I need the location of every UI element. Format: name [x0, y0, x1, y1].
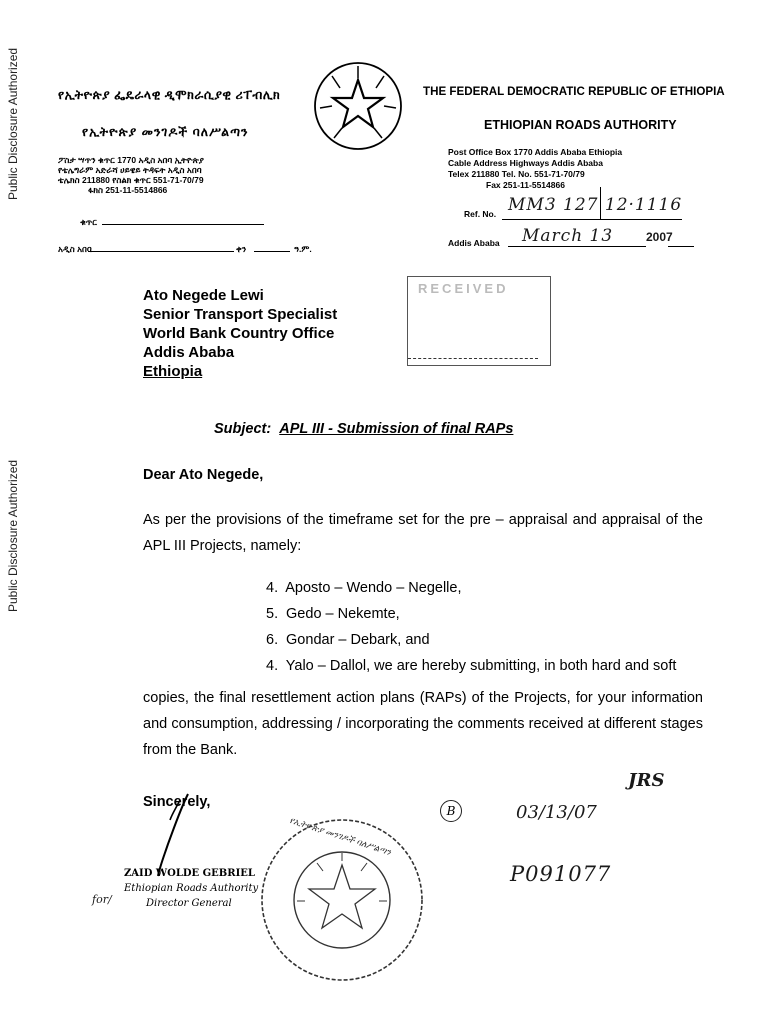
handwritten-date: 03/13/07 [516, 802, 597, 823]
project-item [266, 658, 676, 674]
date-handwritten: March 13 [522, 226, 614, 246]
seal-text: የኢትዮጵያ መንገዶች ባለሥልጣን [288, 814, 393, 858]
closing: Sincerely, [143, 794, 211, 810]
received-stamp-text: RECEIVED [418, 281, 509, 296]
amharic-ref-line [102, 224, 264, 225]
recipient-block [143, 286, 337, 381]
ref-divider [600, 187, 601, 219]
continuation-paragraph: copies, the final resettlement action plans (RAPs) of the Projects, for your information and consumption, addressing / incorporating the comments received at different stages from the Bank. [143, 690, 703, 758]
english-authority-name: ETHIOPIAN ROADS AUTHORITY [484, 118, 677, 132]
subject-text: APL III - Submission of final RAPs [279, 421, 514, 437]
handwritten-initials: JRS [628, 770, 665, 791]
ref-label: Ref. No. [464, 209, 497, 219]
address-line: Telex 211880 Tel. No. 551-71-70/79 [448, 169, 585, 179]
amharic-country-name: የኢትዮጵያ ፌዴራላዊ ዲሞክራሲያዊ ሪፐብሊክ [58, 88, 281, 102]
year: 2007 [646, 230, 673, 244]
project-text: Aposto – Wendo – Negelle, [285, 580, 462, 596]
project-item [266, 580, 462, 596]
recipient-title: Senior Transport Specialist [143, 306, 338, 323]
address-line: Post Office Box 1770 Addis Ababa Ethiopia [448, 147, 623, 157]
subject-line [214, 421, 513, 437]
project-number: 6. [266, 632, 279, 648]
amharic-address-line: የቴሌግራም አድራሻ ሀይዌይ ትዳፍት አዲስ አበባ [58, 165, 202, 175]
side-label-top: Public Disclosure Authorized [6, 47, 20, 200]
project-number: 5. [266, 606, 279, 622]
address-line: Fax 251-11-5514866 [486, 180, 565, 190]
date-line [508, 246, 646, 247]
address-line: Cable Address Highways Addis Ababa [448, 158, 603, 168]
project-number: 4. [266, 658, 279, 674]
english-address-block [448, 147, 622, 191]
recipient-country: Ethiopia [143, 363, 203, 380]
recipient-city: Addis Ababa [143, 344, 235, 361]
project-text: Gondar – Debark, and [286, 632, 430, 648]
official-seal [257, 815, 427, 985]
project-text: Gedo – Nekemte, [286, 606, 400, 622]
subject-label: Subject: [214, 421, 272, 437]
project-number: 4. [266, 580, 279, 596]
intro-paragraph: As per the provisions of the timeframe set for the pre – appraisal and appraisal of the APL III Projects, namely: [143, 512, 703, 554]
amharic-address-line: ፋክስ 251-11-5514866 [88, 185, 168, 195]
year-line [668, 246, 694, 247]
amharic-city-label: አዲስ አበባ [58, 244, 92, 254]
amharic-era: ዓ.ም. [294, 244, 312, 254]
handwritten-code: P091077 [510, 862, 612, 886]
city-label: Addis Ababa [448, 238, 500, 248]
amharic-date-label: ቀን [236, 244, 247, 254]
amharic-authority-name: የኢትዮጵያ መንገዶች ባለሥልጣን [82, 125, 249, 139]
signatory-name: ZAID WOLDE GEBRIEL [124, 868, 255, 879]
project-item [266, 606, 400, 622]
amharic-address-line: ፖስታ ሣጥን ቁጥር 1770 አዲስ አበባ ኢትዮጵያ [58, 155, 204, 165]
project-item [266, 632, 430, 648]
recipient-office: World Bank Country Office [143, 325, 335, 342]
amharic-address-block [58, 155, 204, 195]
ethiopian-emblem-icon [312, 60, 404, 152]
signatory-block [124, 866, 258, 911]
ref-line [502, 219, 682, 220]
handwritten-circle: B [440, 800, 462, 822]
amharic-address-line: ቴሌክስ 211880 የስልክ ቁጥር 551-71-70/79 [58, 175, 204, 185]
side-label-bottom: Public Disclosure Authorized [6, 459, 20, 612]
amharic-ref-label: ቁጥር [80, 217, 97, 227]
salutation: Dear Ato Negede, [143, 467, 264, 483]
for-initial: for/ [92, 893, 112, 906]
amharic-date-line [254, 251, 290, 252]
received-stamp-box [407, 276, 551, 366]
project-text: Yalo – Dallol, we are hereby submitting, in both hard and soft [285, 658, 677, 674]
stamp-dashed-line [408, 358, 538, 359]
signatory-title: Director General [146, 898, 232, 909]
signatory-org: Ethiopian Roads Authority [124, 883, 259, 894]
amharic-city-line [88, 251, 234, 252]
ref-number-handwritten: MM3 127 12·1116 [508, 195, 683, 215]
recipient-name: Ato Negede Lewi [143, 287, 264, 304]
english-country-name: THE FEDERAL DEMOCRATIC REPUBLIC OF ETHIOPIA [423, 85, 725, 98]
